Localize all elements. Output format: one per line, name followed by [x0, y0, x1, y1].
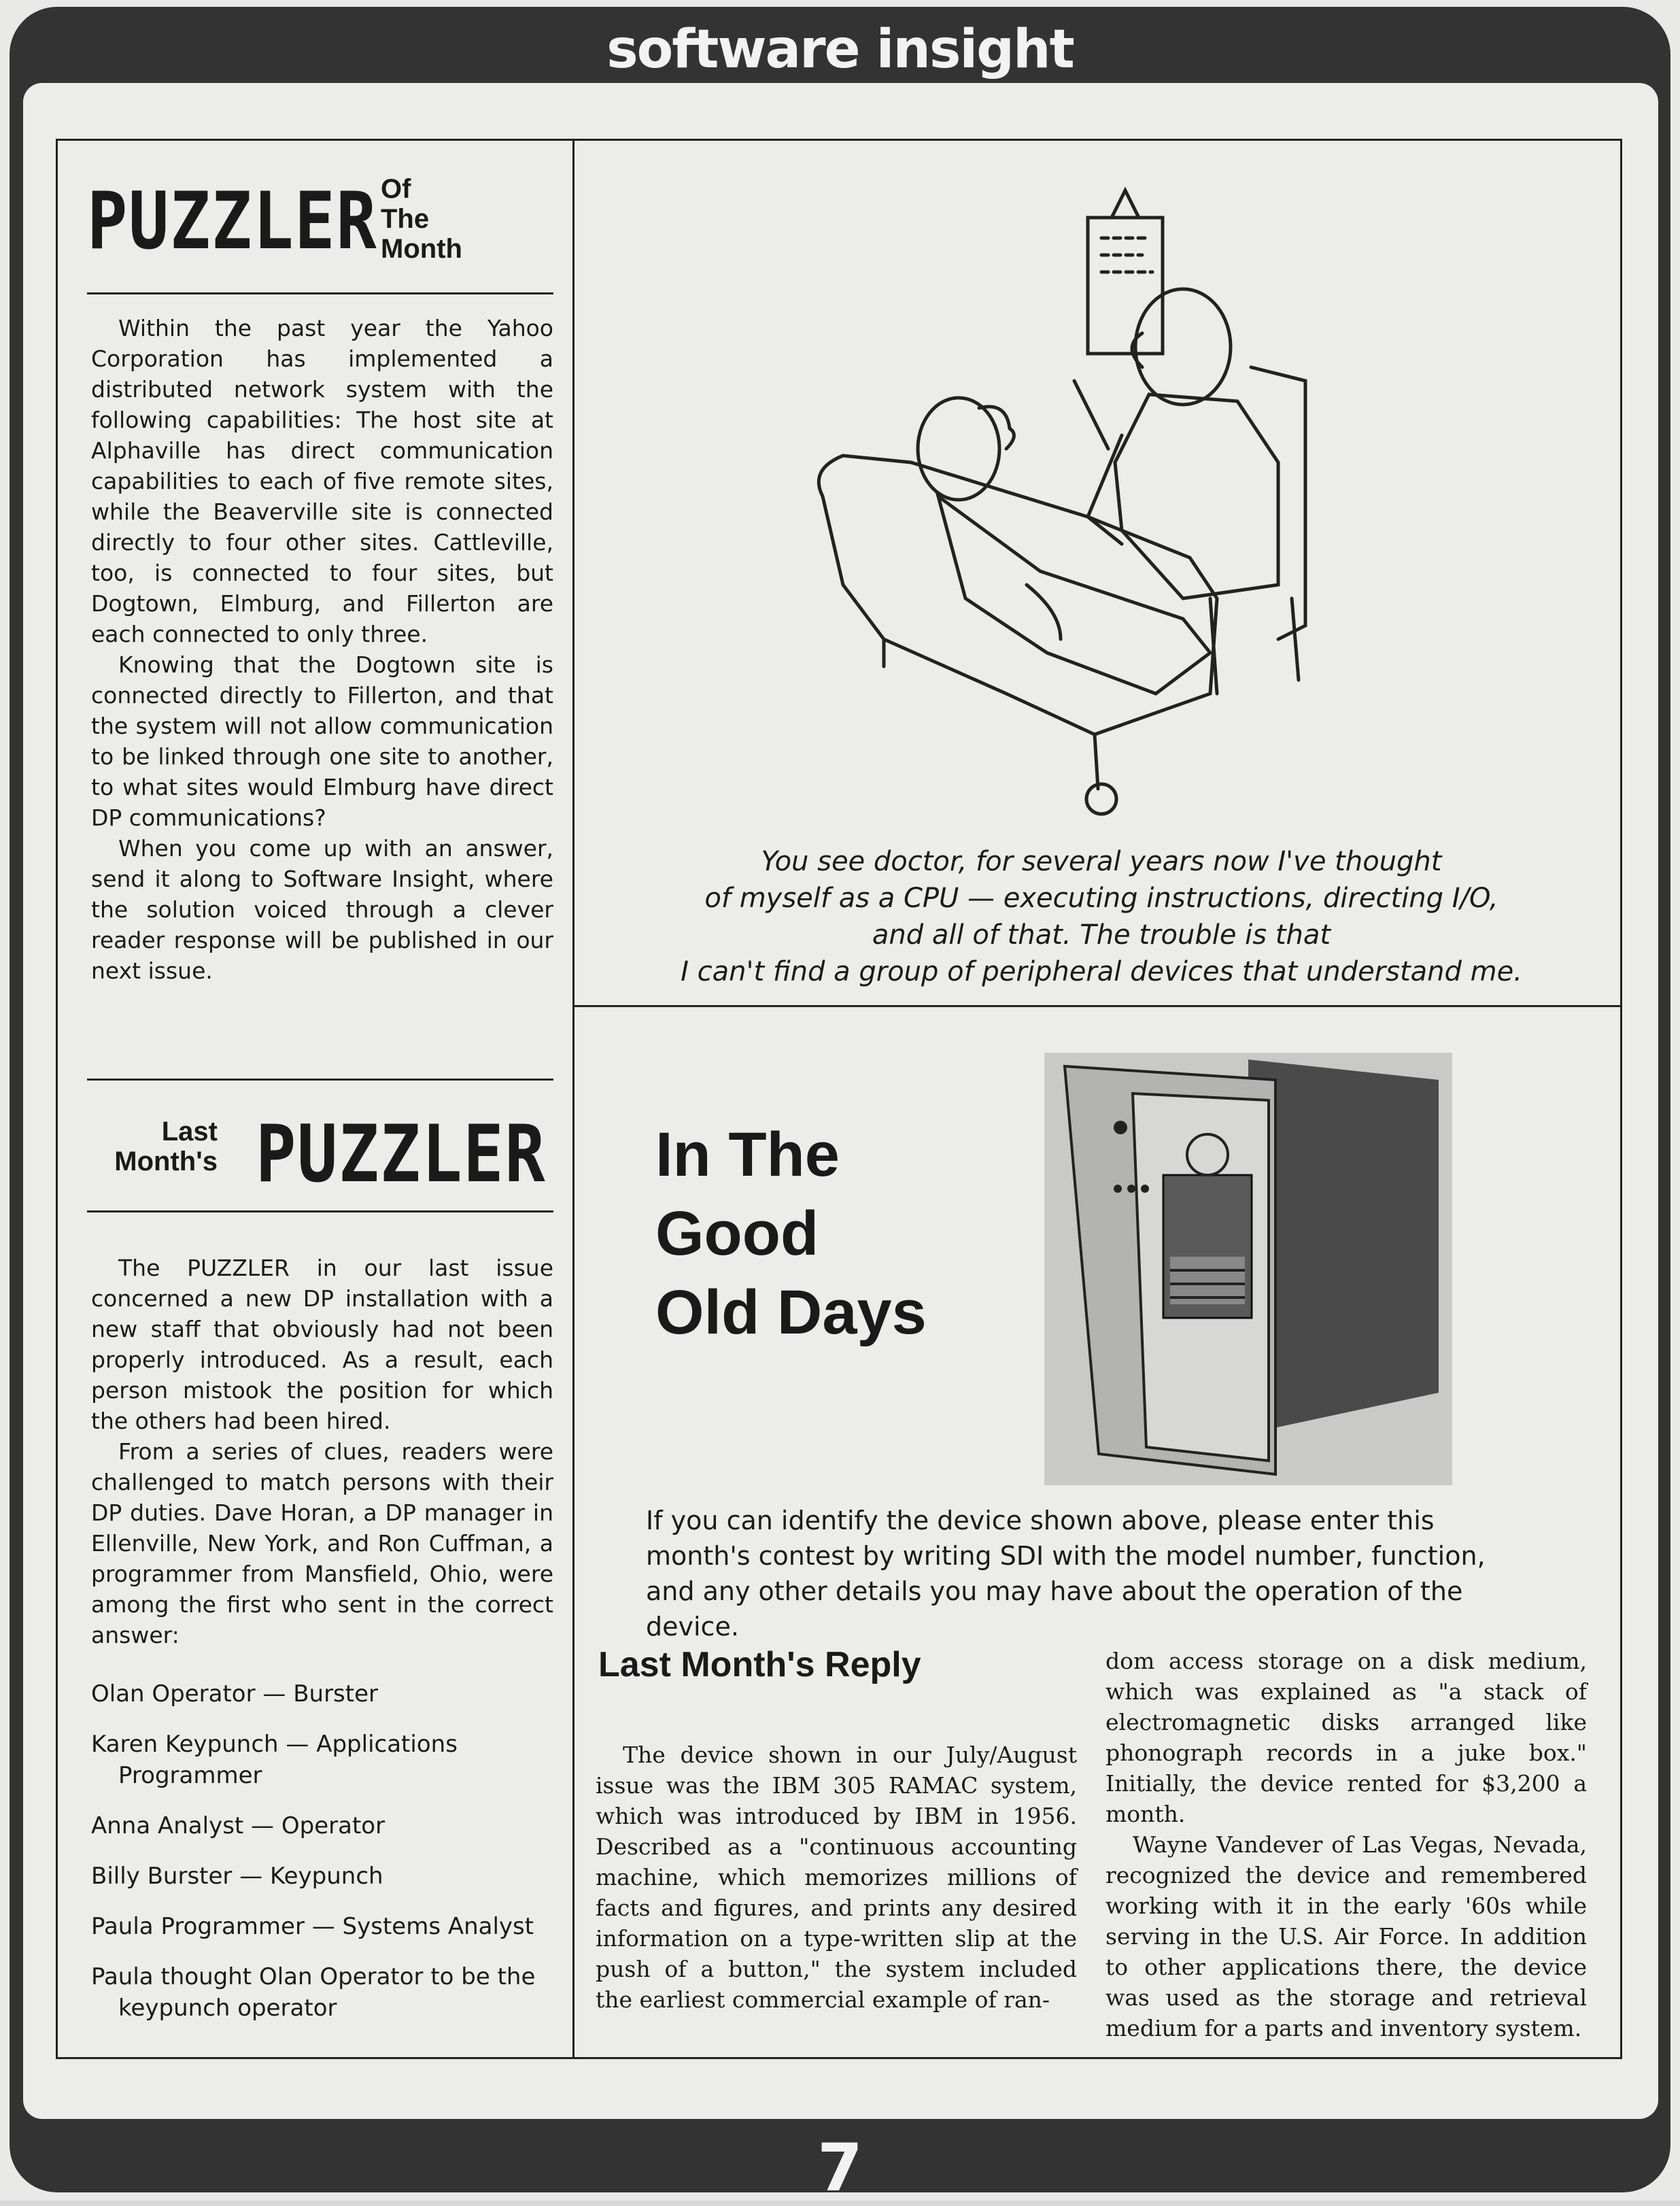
last-puzzler-logo: PUZZLER [256, 1108, 547, 1200]
puzzler-answers-list [91, 1678, 553, 2024]
magazine-header-title: software insight [606, 19, 1074, 80]
cartoon-illustration [802, 177, 1346, 830]
last-puzzler-rule [87, 1210, 553, 1212]
section-divider [575, 1005, 1620, 1007]
answer-item: Paula Programmer — Systems Analyst [91, 1913, 534, 1940]
title-line: In The [655, 1120, 840, 1189]
answer-item: Anna Analyst — Operator [91, 1812, 385, 1839]
last-puzzler-body [91, 1253, 553, 1650]
subtitle-of: Of [381, 174, 411, 204]
reply-paragraph: dom access storage on a disk medium, which was explained as "a stack of electromagnetic disks arranged like phonograph records in a juke box." Initially, the device rented for $3,200 a month. [1105, 1648, 1587, 1827]
puzzler-paragraph: Knowing that the Dogtown site is connected directly to Fillerton, and that the system will not allow communication to be linked through one site to another, to what sites would Elmburg have direct DP communications? [91, 651, 553, 831]
good-old-days-title [655, 1115, 927, 1352]
answer-item: Paula thought Olan Operator to be the keypunch operator [91, 1963, 536, 2022]
caption-line: I can't find a group of peripheral devices that understand me. [681, 956, 1522, 987]
answer-item: Billy Burster — Keypunch [91, 1863, 383, 1890]
puzzler-rule [87, 292, 553, 294]
doctor-head-icon [1135, 289, 1231, 405]
title-line: Good [655, 1199, 819, 1268]
subtitle-month: Month [381, 234, 462, 264]
reply-column-1 [596, 1740, 1077, 2015]
title-line: Old Days [655, 1278, 927, 1347]
answer-item: Olan Operator — Burster [91, 1680, 378, 1708]
page-number: 7 [817, 2130, 863, 2206]
column-divider [572, 139, 575, 2057]
puzzler-logo: PUZZLER [87, 175, 378, 267]
caption-line: of myself as a CPU — executing instructions, directing I/O, [704, 883, 1498, 914]
puzzler-body [91, 313, 553, 986]
subtitle-last: Last [161, 1117, 218, 1147]
cartoon-caption [598, 843, 1605, 990]
subtitle-the: The [381, 204, 430, 234]
answer-item: Karen Keypunch — Applications Programmer [91, 1731, 458, 1789]
caption-line: and all of that. The trouble is that [872, 919, 1331, 951]
reply-column-2 [1105, 1646, 1587, 2043]
last-puzzler-paragraph: The PUZZLER in our last issue concerned a new DP installation with a new staff that obviously had not been properly introduced. As a result, each person mistook the position for which the others had been hired. [91, 1255, 553, 1434]
subtitle-months: Month's [114, 1147, 218, 1176]
reply-paragraph: Wayne Vandever of Las Vegas, Nevada, recognized the device and remembered working with it in the early '60s while serving in the U.S. Air Force. In addition to other applications there, the device was used as the storage and retrieval medium for a parts and inventory system. [1105, 1831, 1587, 2041]
last-puzzler-paragraph: From a series of clues, readers were challenged to match persons with their DP duties. Dave Horan, a DP manager in Ellenville, New York, and Ron Cuffman, a programmer from Mansfield, Ohio, were among the first who sent in the correct answer: [91, 1438, 553, 1648]
last-months-reply-heading: Last Month's Reply [598, 1645, 921, 1684]
patient-head-icon [918, 398, 999, 500]
caption-line: You see doctor, for several years now I've thought [761, 846, 1442, 877]
puzzler-of-month-subtitle [381, 174, 462, 264]
last-puzzler-subtitle [95, 1117, 218, 1176]
puzzler-paragraph: When you come up with an answer, send it along to Software Insight, where the solution voiced through a clever reader response will be published in our next issue. [91, 835, 553, 984]
puzzler-paragraph: Within the past year the Yahoo Corporation has implemented a distributed network system with the following capabilities: The host site at Alphaville has direct communication capabilities to each of five remote sites, while the Beaverville site is connected directly to four other sites. Cattleville, too, is connected to four sites, but Dogtown, Elmburg, and Fillerton are each connected to only three. [91, 315, 553, 647]
reply-paragraph: The device shown in our July/August issue was the IBM 305 RAMAC system, which was introduced by IBM in 1956. Described as a "continuous accounting machine, which memorizes millions of facts and figures, and prints any desired information on a type-written slip at the push of a button," the system included the earliest commercial example of ran- [596, 1742, 1077, 2013]
mystery-device-photo [1044, 1053, 1452, 1485]
last-puzzler-rule-top [87, 1079, 553, 1081]
contest-text: If you can identify the device shown above, please enter this month's contest by writing SDI with the model number, function, and any other details you may have about the operation of the device. [646, 1506, 1486, 1642]
